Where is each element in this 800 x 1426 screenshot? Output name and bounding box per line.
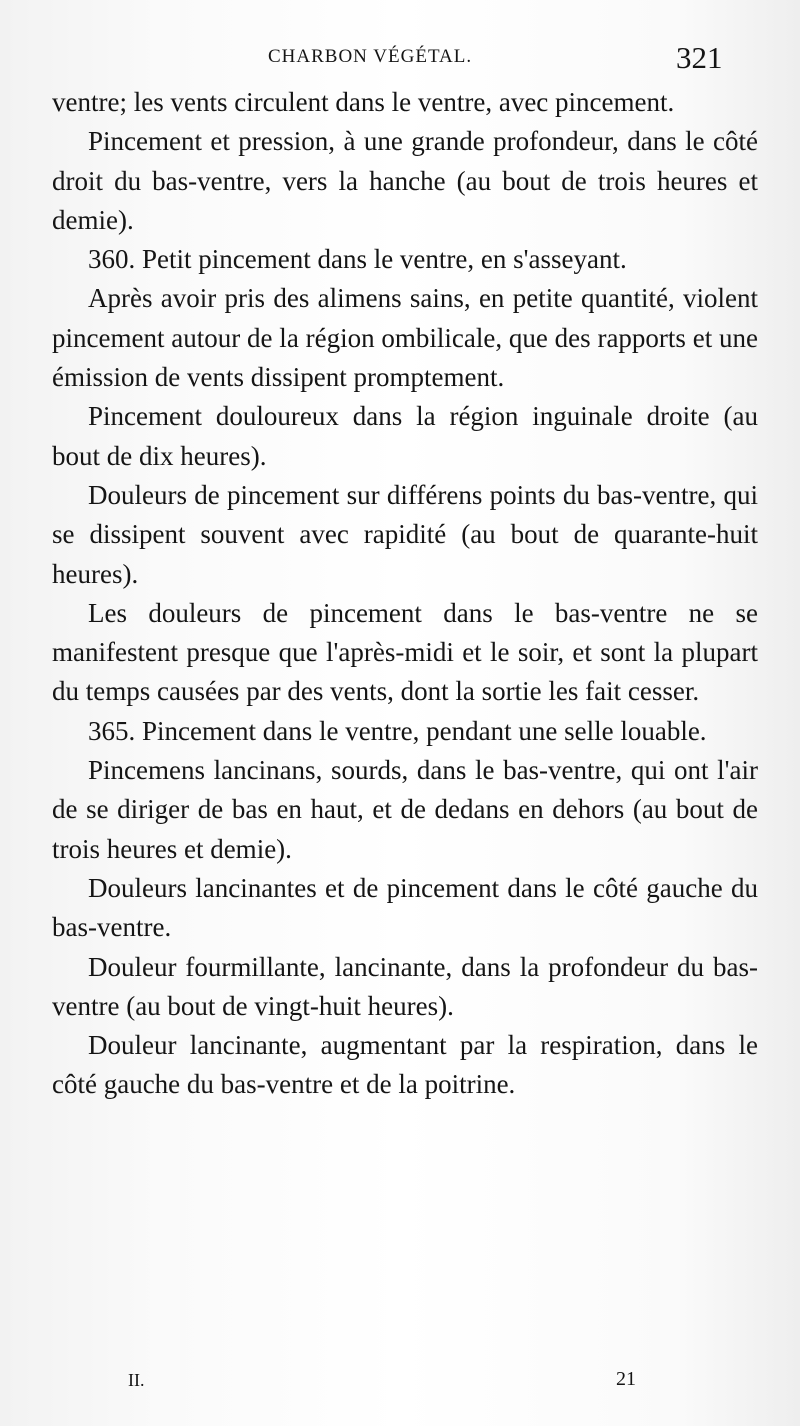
paragraph-365: 365. Pincement dans le ventre, pendant une selle louable. bbox=[88, 715, 707, 746]
running-title: CHARBON VÉGÉTAL. bbox=[268, 46, 473, 67]
paragraph: Pincemens lancinans, sourds, dans le bas-ventre, qui ont l'air de se diriger de bas en haut, et de dedans en dehors (au bout de trois heures et demie). bbox=[52, 755, 758, 864]
volume-signature: II. bbox=[128, 1370, 145, 1390]
paragraph: Après avoir pris des alimens sains, en petite quantité, violent pincement autour de la région ombilicale, que des rapports et une émission de vents dissipent promptement. bbox=[52, 283, 758, 393]
paragraph: Douleurs lancinantes et de pincement dans le côté gauche du bas-ventre. bbox=[52, 872, 758, 943]
sheet-mark: 21 bbox=[616, 1368, 636, 1390]
paragraph: Les douleurs de pincement dans le bas-ventre ne se manifestent presque que l'après-midi et le soir, et sont la plupart du temps causées par des vents, dont la sortie les fait cesser. bbox=[52, 597, 758, 707]
paragraph: Douleur fourmillante, lancinante, dans la profondeur du bas-ventre (au bout de vingt-huit heures). bbox=[52, 951, 758, 1021]
paragraph: Douleur lancinante, augmentant par la respiration, dans le côté gauche du bas-ventre et de la poitrine. bbox=[52, 1030, 758, 1100]
page-number: 321 bbox=[676, 40, 723, 75]
paragraph-continued: ventre; les vents circulent dans le ventre, avec pincement. bbox=[52, 87, 675, 117]
page-footer bbox=[0, 1364, 800, 1404]
paragraph: Pincement et pression, à une grande profondeur, dans le côté droit du bas-ventre, vers la hanche (au bout de trois heures et demie). bbox=[52, 126, 758, 235]
body-text bbox=[52, 83, 758, 1105]
paragraph-360: 360. Petit pincement dans le ventre, en s'asseyant. bbox=[88, 244, 627, 275]
paragraph: Pincement douloureux dans la région inguinale droite (au bout de dix heures). bbox=[52, 401, 758, 471]
running-head bbox=[0, 40, 800, 84]
paragraph: Douleurs de pincement sur différens points du bas-ventre, qui se dissipent souvent avec rapidité (au bout de quarante-huit heures). bbox=[52, 479, 758, 589]
